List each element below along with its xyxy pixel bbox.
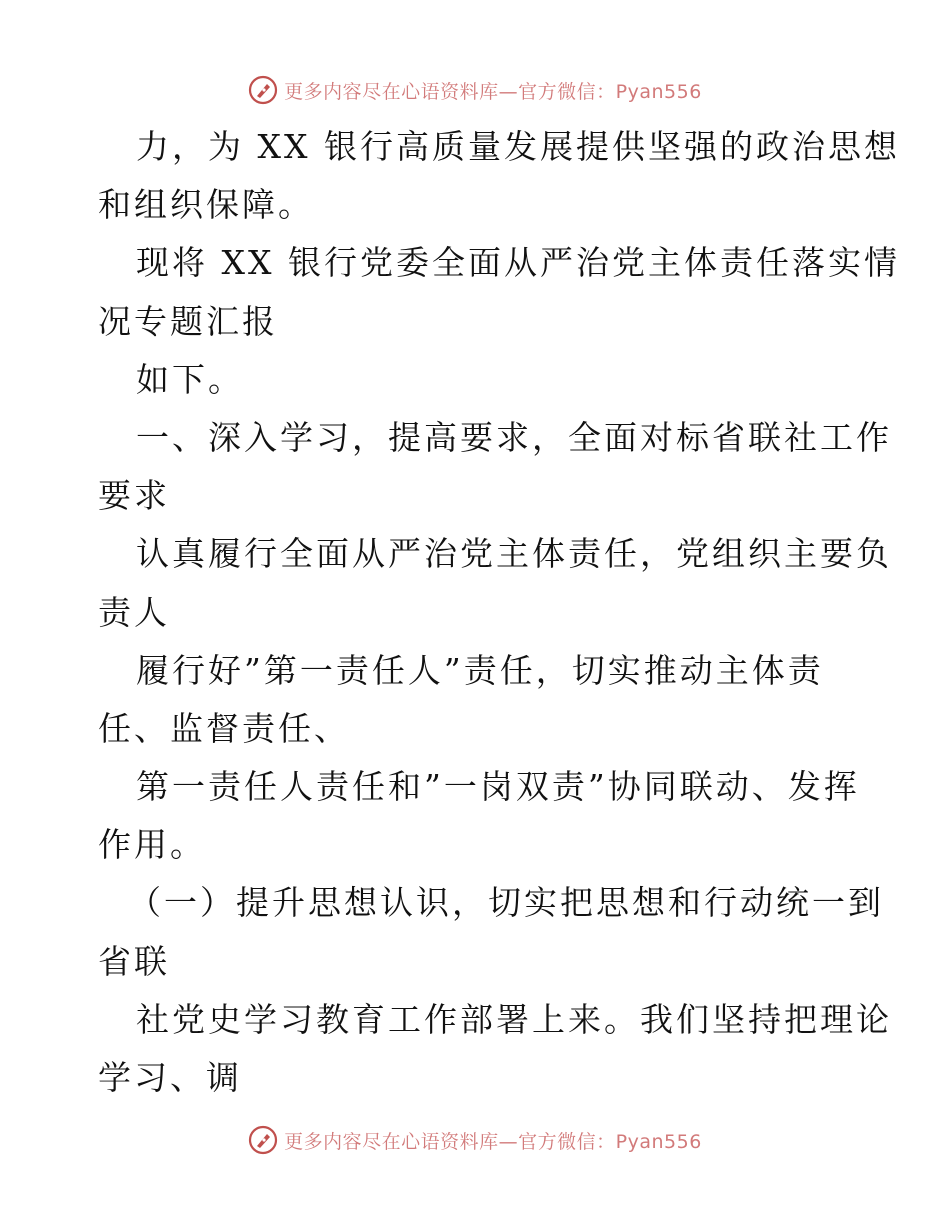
footer-watermark (0, 1120, 950, 1160)
paragraph-line: 力，为 XX 银行高质量发展提供坚强的政治思想 (136, 127, 900, 166)
paragraph-line: 学习、调 (98, 1058, 242, 1097)
paragraph-line: 现将 XX 银行党委全面从严治党主体责任落实情 (136, 243, 900, 283)
paragraph-line: 况专题汇报 (98, 301, 278, 341)
subsection-heading-line: 省联 (98, 941, 170, 981)
pen-nib-logo-icon (248, 75, 278, 105)
header-watermark (0, 70, 950, 110)
paragraph-line: 认真履行全面从严治党主体责任，党组织主要负 (136, 534, 892, 574)
paragraph-line: 作用。 (98, 825, 206, 865)
document-body (98, 118, 900, 1107)
paragraph-line: 履行好”第一责任人”责任，切实推动主体责 (136, 650, 824, 690)
paragraph-line: 社党史学习教育工作部署上来。我们坚持把理论 (136, 999, 892, 1039)
pen-nib-logo-icon (248, 1125, 278, 1155)
paragraph-line: 任、监督责任、 (98, 708, 350, 748)
paragraph-line: 责人 (98, 592, 170, 632)
watermark-text: 更多内容尽在心语资料库—官方微信：Pyan556 (284, 1130, 702, 1153)
section-heading-line: 要求 (98, 476, 170, 516)
paragraph-line: 第一责任人责任和”一岗双责”协同联动、发挥 (136, 767, 860, 807)
paragraph-line: 和组织保障。 (98, 185, 314, 225)
section-heading-line: 一、深入学习，提高要求，全面对标省联社工作 (136, 417, 892, 457)
watermark-text: 更多内容尽在心语资料库—官方微信：Pyan556 (284, 80, 702, 103)
paragraph-line: 如下。 (136, 359, 244, 399)
subsection-heading-line: （一）提升思想认识，切实把思想和行动统一到 (128, 883, 884, 923)
